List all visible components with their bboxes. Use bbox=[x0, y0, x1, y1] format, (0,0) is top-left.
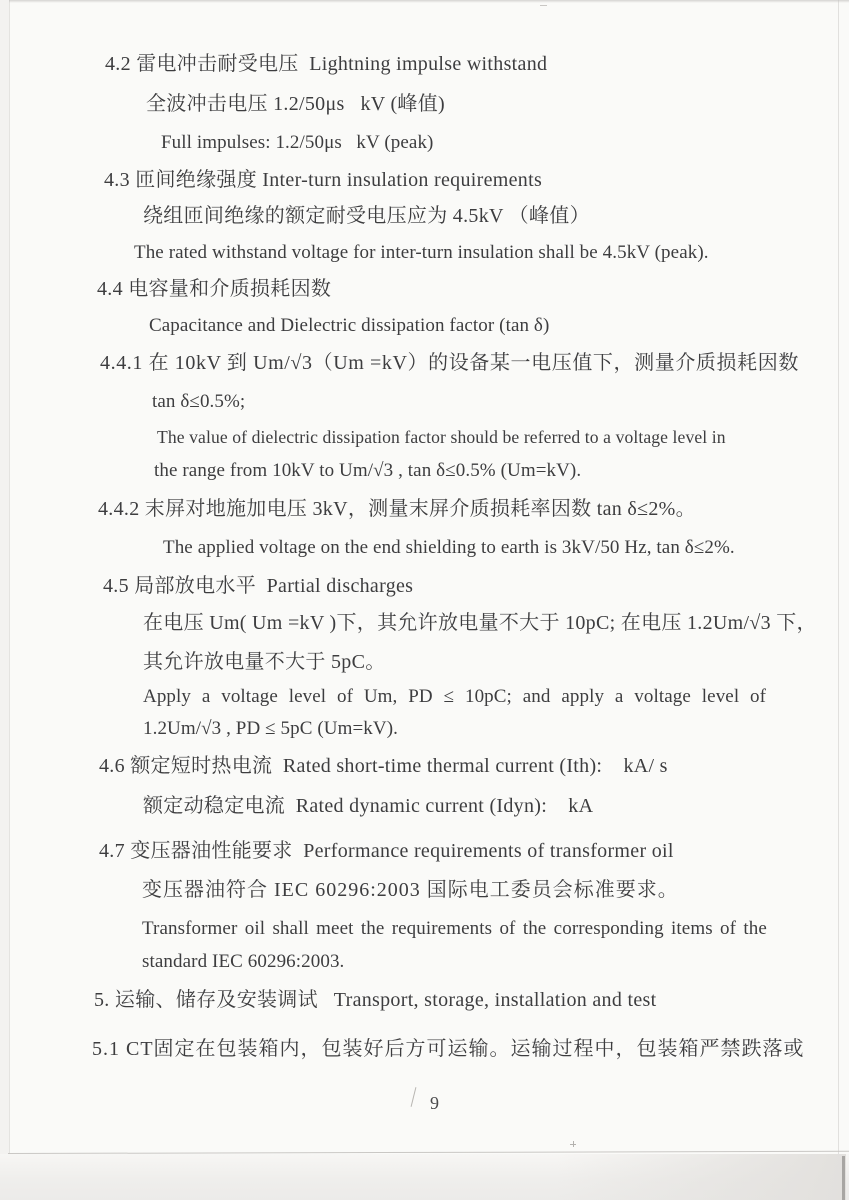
line-full-impulse-en: Full impulses: 1.2/50μs kV (peak) bbox=[161, 132, 434, 153]
section-4-4-heading: 4.4 电容量和介质损耗因数 bbox=[97, 278, 332, 300]
line-oil-en-2: standard IEC 60296:2003. bbox=[142, 951, 345, 972]
line-pd-en-2: 1.2Um/√3 , PD ≤ 5pC (Um=kV). bbox=[143, 718, 398, 739]
section-4-4-1-line: 4.4.1 在 10kV 到 Um/√3（Um =kV）的设备某一电压值下，测量介质损耗因数 bbox=[100, 352, 799, 374]
line-dissipation-en-1: The value of dielectric dissipation factor should be referred to a voltage level in bbox=[157, 427, 726, 447]
section-4-2-heading: 4.2 雷电冲击耐受电压 Lightning impulse withstand bbox=[105, 53, 548, 75]
line-oil-cn: 变压器油符合 IEC 60296:2003 国际电工委员会标准要求。 bbox=[142, 879, 679, 901]
line-pd-en-1: Apply a voltage level of Um, PD ≤ 10pC; and apply a voltage level of bbox=[143, 686, 767, 707]
section-4-5-heading: 4.5 局部放电水平 Partial discharges bbox=[103, 575, 414, 597]
scan-corner-shadow bbox=[556, 1154, 846, 1200]
scan-left-margin bbox=[0, 0, 9, 1155]
scan-speck bbox=[540, 5, 547, 6]
line-dissipation-en-2: the range from 10kV to Um/√3 , tan δ≤0.5% (Um=kV). bbox=[154, 460, 582, 481]
section-4-7-heading: 4.7 变压器油性能要求 Performance requirements of transformer oil bbox=[99, 840, 674, 862]
section-5-1-line: 5.1 CT固定在包装箱内，包装好后方可运输。运输过程中，包装箱严禁跌落或 bbox=[92, 1038, 805, 1060]
scan-top-edge bbox=[0, 0, 849, 3]
pen-mark-artifact bbox=[411, 1087, 417, 1107]
scan-right-edge-line bbox=[838, 0, 839, 1155]
scan-right-sliver bbox=[842, 1156, 845, 1200]
section-4-6-heading: 4.6 额定短时热电流 Rated short-time thermal current (Ith): kA/ s bbox=[99, 755, 668, 777]
line-dynamic-current: 额定动稳定电流 Rated dynamic current (Idyn): kA bbox=[143, 795, 594, 817]
line-tan-delta: tan δ≤0.5%; bbox=[152, 391, 246, 412]
line-pd-cn-1: 在电压 Um( Um =kV )下，其允许放电量不大于 10pC; 在电压 1.2Um/√3 下， bbox=[143, 612, 817, 634]
line-oil-en-1: Transformer oil shall meet the requirements of the corresponding items of the bbox=[142, 918, 767, 939]
scan-speck-cross bbox=[570, 1141, 576, 1147]
page-number: 9 bbox=[430, 1093, 439, 1113]
line-full-impulse-cn: 全波冲击电压 1.2/50μs kV (峰值) bbox=[146, 93, 445, 115]
line-pd-cn-2: 其允许放电量不大于 5pC。 bbox=[143, 651, 386, 673]
line-interturn-en: The rated withstand voltage for inter-turn insulation shall be 4.5kV (peak). bbox=[134, 242, 709, 263]
section-5-heading: 5. 运输、储存及安装调试 Transport, storage, installation and test bbox=[94, 989, 657, 1011]
section-4-4-2-line: 4.4.2 末屏对地施加电压 3kV，测量末屏介质损耗率因数 tan δ≤2%。 bbox=[98, 498, 696, 520]
line-end-shielding-en: The applied voltage on the end shielding to earth is 3kV/50 Hz, tan δ≤2%. bbox=[163, 537, 735, 558]
scan-left-edge-line bbox=[9, 0, 10, 1155]
line-interturn-cn: 绕组匝间绝缘的额定耐受电压应为 4.5kV （峰值） bbox=[143, 205, 590, 227]
line-capacitance-en: Capacitance and Dielectric dissipation factor (tan δ) bbox=[149, 315, 550, 336]
section-4-3-heading: 4.3 匝间绝缘强度 Inter-turn insulation requirements bbox=[104, 169, 543, 191]
